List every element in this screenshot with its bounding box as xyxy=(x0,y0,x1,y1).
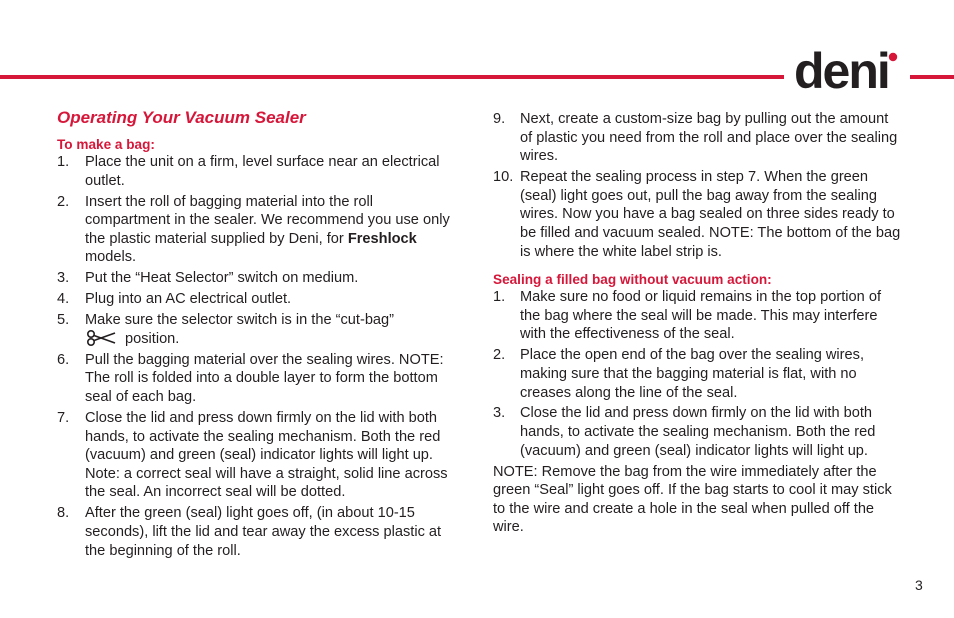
item-text: After the green (seal) light goes off, (in about 10-15 seconds), lift the lid and tear away the excess plastic at the beginning of the roll. xyxy=(85,505,442,559)
item-text: Place the unit on a firm, level surface near an electrical outlet. xyxy=(85,154,440,189)
item-text: Insert the roll of bagging material into the roll compartment in the sealer. We recommend you use only the plastic material supplied by Deni, for xyxy=(85,193,450,247)
item-number: 2. xyxy=(493,347,506,364)
item-number: 6. xyxy=(57,351,70,368)
item-text: Put the “Heat Selector” switch on medium. xyxy=(85,270,359,287)
list-item xyxy=(57,311,457,348)
section-heading-seal-filled-bag: Sealing a filled bag without vacuum action: xyxy=(493,272,772,288)
item-text: position. xyxy=(125,330,180,347)
item-text: Place the open end of the bag over the sealing wires, making sure that the bagging material is flat, with no creases along the line of the seal. xyxy=(520,347,864,401)
item-text: Close the lid and press down firmly on the lid with both hands, to activate the sealing mechanism. Both the red (vacuum) and green (seal) indicator lights will light up. xyxy=(520,405,876,459)
list-item xyxy=(57,269,457,288)
list-item xyxy=(57,153,457,190)
header-rule-right xyxy=(910,75,954,79)
item-text: Plug into an AC electrical outlet. xyxy=(85,291,292,308)
item-text: Pull the bagging material over the sealing wires. NOTE: The roll is folded into a double layer to form the bottom seal of each bag. xyxy=(85,351,444,406)
item-text: Close the lid and press down firmly on the lid with both hands, to activate the sealing mechanism. Both the red (vacuum) and green (seal) indicator lights will light up. Note: a correct seal will have a straight, solid line across the seal. An incorrect seal will be dotted. xyxy=(85,410,448,501)
header-rule-left xyxy=(0,75,784,79)
left-column xyxy=(57,108,457,563)
item-number: 3. xyxy=(57,270,70,287)
list-item xyxy=(493,404,901,460)
item-text: Make sure no food or liquid remains in the top portion of the bag where the seal will be made. This may interfere with the effectiveness of the seal. xyxy=(520,289,881,343)
list-item xyxy=(57,409,457,502)
item-text: Repeat the sealing process in step 7. When the green (seal) light goes out, pull the bag away from the sealing wires. Now you have a bag sealed on three sides ready to be filled and vacuum sealed. NOTE: The bottom of the bag is where the white label strip is. xyxy=(520,169,901,260)
item-text: Make sure the selector switch is in the “cut-bag” xyxy=(85,312,395,329)
steps-list-seal-filled-bag xyxy=(493,288,901,460)
list-item xyxy=(57,290,457,309)
page-title: Operating Your Vacuum Sealer xyxy=(57,108,306,127)
item-number: 3. xyxy=(493,405,506,422)
list-item xyxy=(493,288,901,344)
item-number: 8. xyxy=(57,505,70,522)
item-number: 7. xyxy=(57,410,70,427)
right-column xyxy=(493,110,901,537)
list-item xyxy=(493,168,901,261)
item-text: Next, create a custom-size bag by pulling out the amount of plastic you need from the roll and place over the sealing wires. xyxy=(520,111,898,165)
scissors-icon xyxy=(85,330,119,346)
svg-text:deni: deni xyxy=(794,48,889,94)
item-text: models. xyxy=(85,249,137,266)
item-number: 1. xyxy=(493,289,506,306)
page-number: 3 xyxy=(915,577,923,593)
note-paragraph: NOTE: Remove the bag from the wire immediately after the green “Seal” light goes off. If the bag starts to cool it may stick to the wire and create a hole in the seal when pulled off the wire. xyxy=(493,463,892,536)
deni-logo xyxy=(792,48,902,94)
item-number: 2. xyxy=(57,193,70,210)
list-item xyxy=(493,110,901,166)
item-text-bold: Freshlock xyxy=(347,230,417,247)
item-number: 9. xyxy=(493,111,506,127)
section-heading-make-bag: To make a bag: xyxy=(57,137,155,152)
item-number: 10. xyxy=(493,169,514,186)
item-number: 4. xyxy=(57,291,70,308)
item-number: 1. xyxy=(57,154,70,170)
list-item xyxy=(57,351,457,407)
item-number: 5. xyxy=(57,312,70,329)
list-item xyxy=(57,193,457,267)
steps-list-make-bag xyxy=(57,153,457,560)
list-item xyxy=(493,346,901,402)
steps-list-make-bag-continued xyxy=(493,110,901,261)
list-item xyxy=(57,504,457,560)
